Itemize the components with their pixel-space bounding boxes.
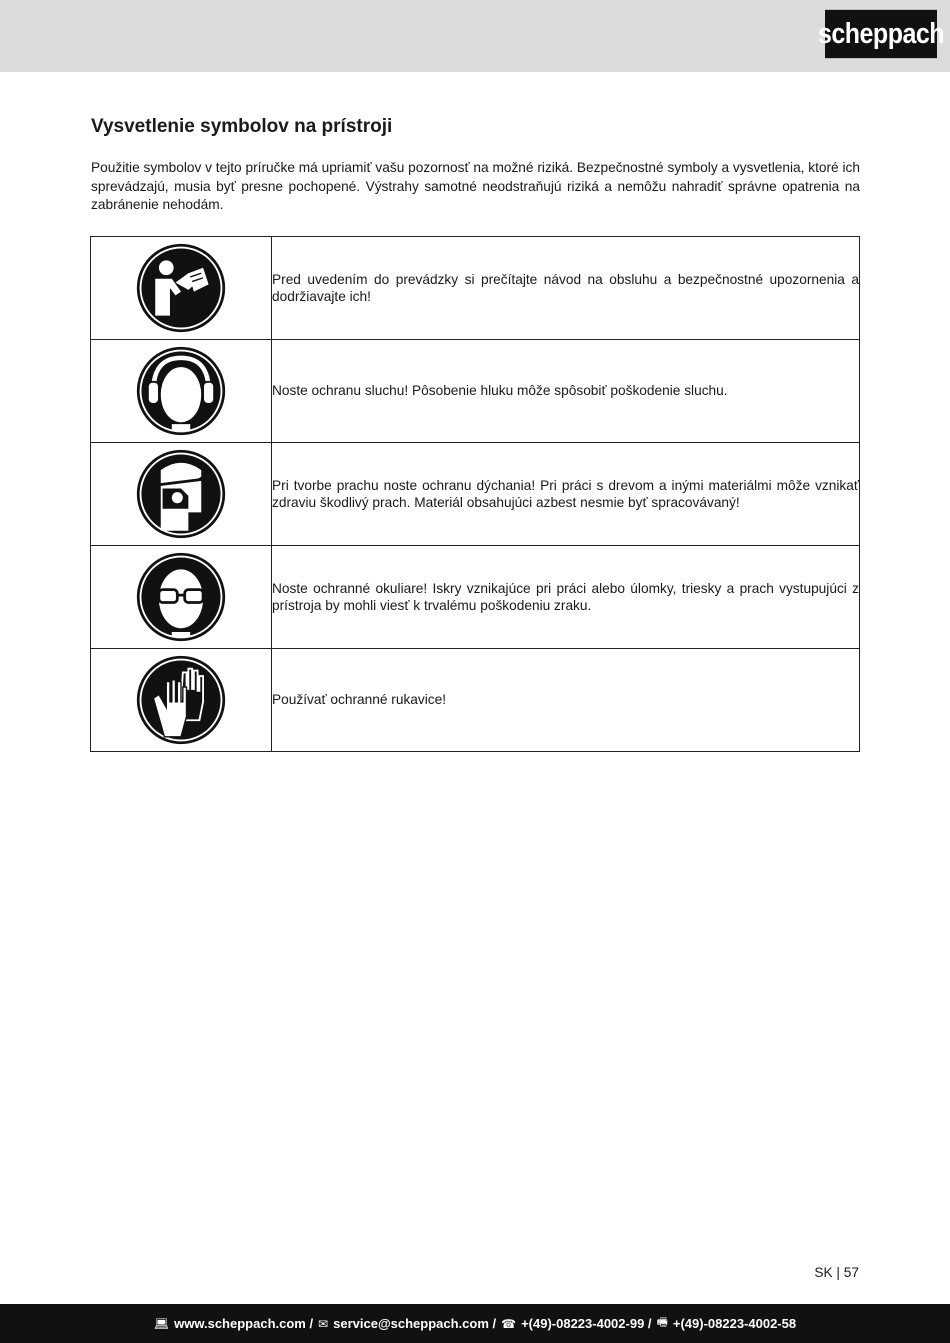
symbol-description: Noste ochranné okuliare! Iskry vznikajúce pri práci alebo úlomky, triesky a prach vystupujúci z prístroja by mohli viesť k trvalému poškodeniu zraku.: [272, 546, 860, 649]
table-row: [91, 546, 860, 649]
footer-website[interactable]: www.scheppach.com /: [174, 1316, 314, 1331]
phone-icon: ☎︎: [501, 1316, 517, 1331]
symbol-description: Noste ochranu sluchu! Pôsobenie hluku môže spôsobiť poškodenie sluchu.: [272, 340, 860, 443]
symbols-table: [90, 236, 860, 752]
symbol-description: Pred uvedením do prevádzky si prečítajte návod na obsluhu a bezpečnostné upozornenia a dodržiavajte ich!: [272, 237, 860, 340]
icon-cell: [91, 237, 272, 340]
icon-cell: [91, 340, 272, 443]
footer-email[interactable]: service@scheppach.com /: [333, 1316, 497, 1331]
footer-phone: +(49)-08223-4002-99 /: [521, 1316, 652, 1331]
symbol-description: Používať ochranné rukavice!: [272, 649, 860, 752]
safety-glasses-icon: [135, 551, 227, 643]
hearing-protection-icon: [135, 345, 227, 437]
header-band: [0, 0, 950, 72]
footer-fax: +(49)-08223-4002-58: [672, 1316, 797, 1331]
scheppach-logo: scheppach: [825, 10, 937, 58]
table-row: [91, 443, 860, 546]
read-manual-icon: [135, 242, 227, 334]
email-icon: ✉︎: [318, 1316, 329, 1331]
page-number: SK | 57: [814, 1265, 859, 1280]
icon-cell: [91, 443, 272, 546]
intro-paragraph: Použitie symbolov v tejto príručke má upriamiť vašu pozornosť na možné riziká. Bezpečnostné symboly a vysvetlenia, ktoré ich sprevádzajú, musia byť presne pochopené. Výstrahy samotné neodstraňujú riziká a nemôžu nahradiť správne opatrenia na zabránenie nehodám.: [91, 160, 860, 212]
icon-cell: [91, 649, 272, 752]
table-row: [91, 237, 860, 340]
icon-cell: [91, 546, 272, 649]
page-title: Vysvetlenie symbolov na prístroji: [91, 116, 393, 137]
table-row: [91, 340, 860, 443]
computer-icon: 💻︎: [153, 1316, 170, 1331]
fax-icon: 🖷︎: [656, 1315, 668, 1329]
symbol-description: Pri tvorbe prachu noste ochranu dýchania! Pri práci s drevom a inými materiálmi môže vznikať zdraviu škodlivý prach. Materiál obsahujúci azbest nesmie byť spracovávaný!: [272, 443, 860, 546]
table-row: [91, 649, 860, 752]
respiratory-protection-icon: [135, 448, 227, 540]
protective-gloves-icon: [135, 654, 227, 746]
footer-band: [0, 1304, 950, 1343]
